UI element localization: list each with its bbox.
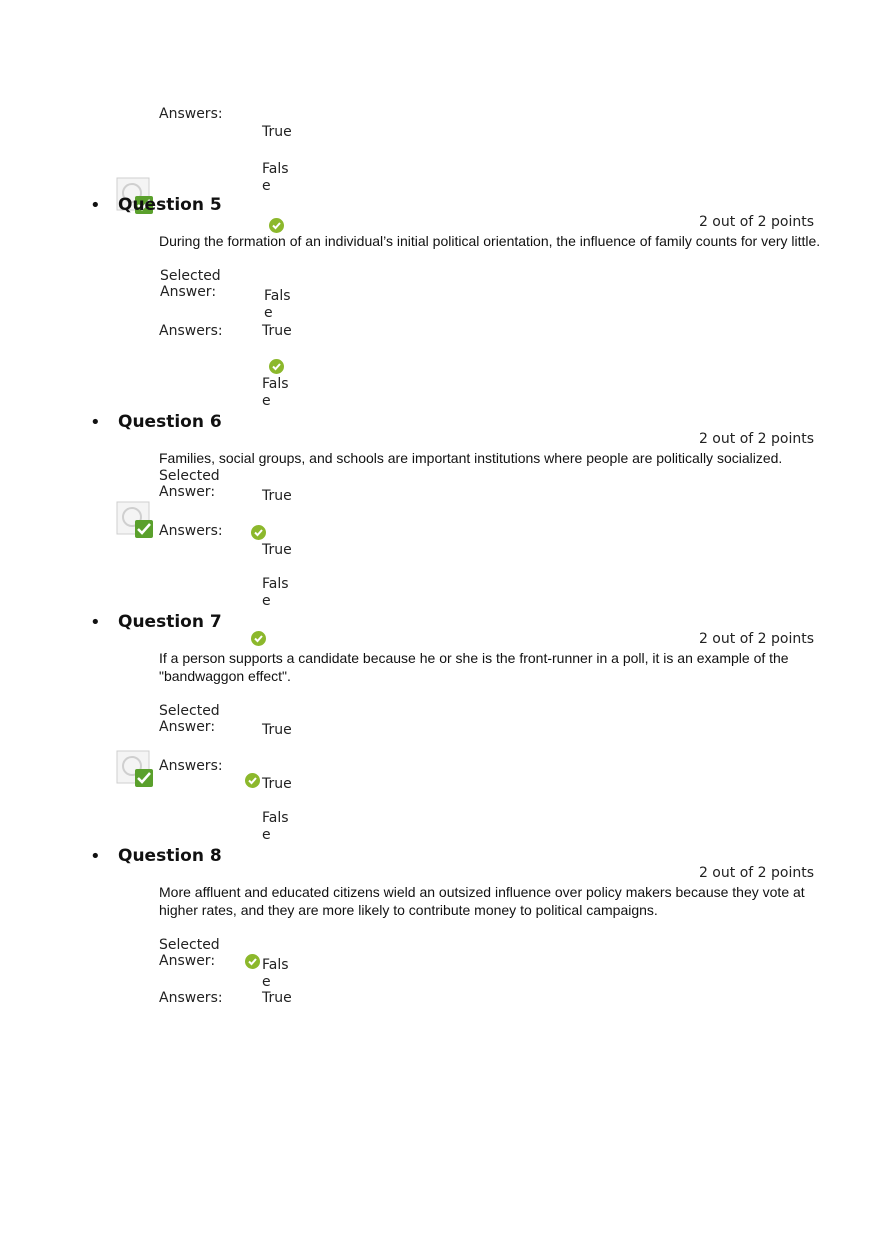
- answer-option-true: True: [262, 124, 292, 140]
- question-text: More affluent and educated citizens wield an outsized influence over policy makers because they vote at higher rates, and they are more likely to contribute money to political campaigns.: [159, 884, 805, 918]
- points-label: 2 out of 2 points: [698, 865, 814, 881]
- answers-label: Answers:: [159, 323, 223, 339]
- question-text: Families, social groups, and schools are important institutions where people are politically socialized.: [159, 450, 783, 466]
- graded-correct-icon: [116, 501, 154, 539]
- selected-answer-label: Selected Answer:: [159, 937, 220, 969]
- question-title: Question 8: [118, 846, 222, 866]
- answers-label: Answers:: [159, 758, 223, 774]
- check-circle-icon: [245, 954, 260, 969]
- answer-option-false: False: [262, 161, 289, 194]
- answers-label: Answers:: [159, 106, 223, 122]
- question-title: Question 7: [118, 612, 222, 632]
- selected-answer-value: True: [262, 722, 292, 738]
- question-text: If a person supports a candidate because he or she is the front-runner in a poll, it is an example of the "bandwaggon effect".: [159, 650, 789, 684]
- check-circle-icon: [269, 359, 284, 374]
- answer-option-false: False: [262, 576, 289, 609]
- answer-option-false: False: [262, 810, 289, 843]
- bullet-icon: •: [90, 612, 101, 633]
- answers-label: Answers:: [159, 523, 223, 539]
- question-title: Question 6: [118, 412, 222, 432]
- answer-option-true: True: [262, 776, 292, 792]
- answer-option-true: True: [262, 990, 292, 1006]
- bullet-icon: •: [90, 195, 101, 216]
- selected-answer-value: False: [262, 957, 289, 990]
- selected-answer-label: Selected Answer:: [159, 703, 220, 735]
- check-circle-icon: [269, 218, 284, 233]
- points-label: 2 out of 2 points: [698, 214, 814, 230]
- selected-answer-label: Selected Answer:: [159, 468, 220, 500]
- points-label: 2 out of 2 points: [698, 431, 814, 447]
- answers-label: Answers:: [159, 990, 223, 1006]
- check-circle-icon: [245, 773, 260, 788]
- selected-answer-label: Selected Answer:: [160, 268, 221, 300]
- bullet-icon: •: [90, 412, 101, 433]
- check-circle-icon: [251, 525, 266, 540]
- answer-option-true: True: [262, 542, 292, 558]
- points-label: 2 out of 2 points: [698, 631, 814, 647]
- selected-answer-value: False: [264, 288, 291, 321]
- question-title: Question 5: [118, 195, 222, 215]
- check-circle-icon: [251, 631, 266, 646]
- answer-option-true: True: [262, 323, 292, 339]
- selected-answer-value: True: [262, 488, 292, 504]
- answer-option-false: False: [262, 376, 289, 409]
- graded-correct-icon: [116, 750, 154, 788]
- question-text: During the formation of an individual’s initial political orientation, the influence of family counts for very little.: [159, 233, 821, 249]
- bullet-icon: •: [90, 846, 101, 867]
